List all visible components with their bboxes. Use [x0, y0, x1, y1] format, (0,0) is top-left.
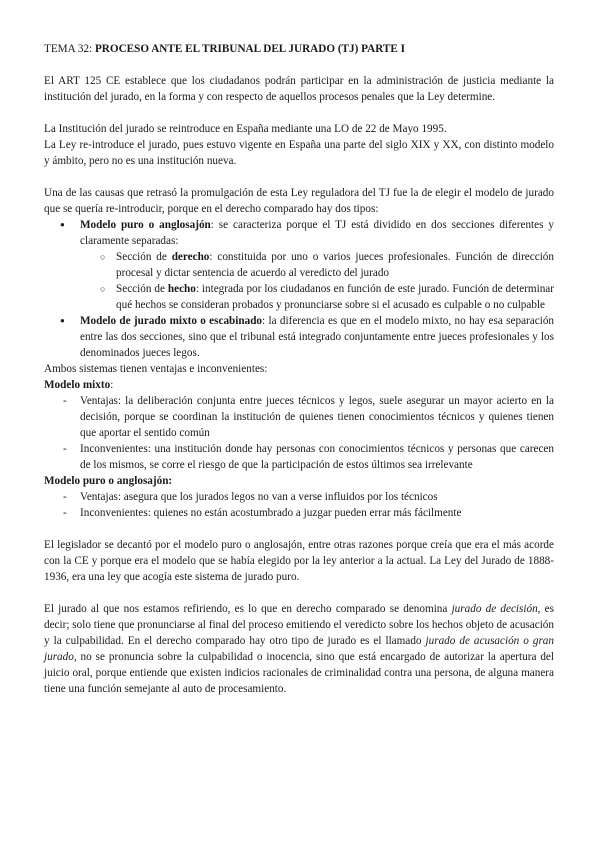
seccion-hecho-text: : integrada por los ciudadanos en función de este jurado. Función de determinar qué hechos se consideran probados y pronunciarse sobre si el acusado es culpable o no culpable [116, 283, 554, 311]
list-item-modelo-mixto [44, 313, 554, 361]
paragraph-jurado-decision [44, 601, 554, 697]
title-main: PROCESO ANTE EL TRIBUNAL DEL JURADO (TJ) PARTE I [94, 43, 405, 55]
jurado-text-a: El jurado al que nos estamos refiriendo, es lo que en derecho comparado se denomina [44, 603, 452, 615]
term-derecho: derecho [171, 251, 210, 263]
seccion-derecho-text: : constituida por uno o varios jueces profesionales. Función de dirección procesal y dictar sentencia de acuerdo al veredicto del jurado [116, 251, 554, 279]
mixto-list [44, 393, 554, 473]
paragraph-legislador: El legislador se decantó por el modelo puro o anglosajón, entre otras razones porque creía que era el más acorde con la CE y porque era el modelo que se había elegido por la ley anterior a la actual. La Ley del Jurado de 1888-1936, era una ley que acogía este sistema de jurado puro. [44, 539, 554, 583]
modelo-mixto-text: : la diferencia es que en el modelo mixto, no hay esa separación entre las dos secciones, sino que el tribunal está integrado conjuntamente entre jueces profesionales y los denominados jueces legos. [80, 315, 555, 359]
title-prefix: TEMA 32: [44, 43, 95, 55]
sections-list [44, 249, 554, 313]
heading-colon: : [110, 379, 114, 391]
puro-list [44, 489, 554, 521]
list-item-seccion-derecho [44, 249, 554, 281]
list-item-mixto-inconvenientes: - Inconvenientes: una institución donde hay personas con conocimientos técnicos y personas que carecen de los mismos, se corre el riesgo de que la participación de estos últimos sea irrelevante [44, 441, 554, 473]
heading-modelo-puro: Modelo puro o anglosajón: [44, 475, 173, 487]
heading-modelo-mixto-text: Modelo mixto [44, 379, 111, 391]
jurado-text-b: , es decir; solo tiene que pronunciarse al final del proceso emitiendo el veredicto sobre los hechos objeto de acusación y la culpabilidad. En el derecho comparado hay otro tipo de jurado es el llamado [44, 603, 554, 647]
list-item-modelo-puro [44, 217, 554, 313]
term-jurado-de-acusacion: jurado de acusación o gran jurado [44, 635, 554, 663]
paragraph-reintroduce: La Ley re-introduce el jurado, pues estuvo vigente en España una parte del siglo XIX y XX, con distinto modelo y ámbito, pero no es una institución nueva. [44, 139, 554, 167]
seccion-derecho-pre: Sección de [116, 251, 172, 263]
term-hecho: hecho [167, 283, 196, 295]
list-item-seccion-hecho [44, 281, 554, 313]
paragraph-lo-1995: La Institución del jurado se reintroduce en España mediante una LO de 22 de Mayo 1995. [44, 123, 447, 135]
seccion-hecho-pre: Sección de [116, 283, 168, 295]
list-item-puro-inconvenientes: - Inconvenientes: quienes no están acostumbrado a juzgar pueden errar más fácilmente [44, 505, 554, 521]
heading-modelo-mixto [44, 377, 554, 393]
document-body [44, 41, 554, 697]
term-modelo-puro: Modelo puro o anglosajón [80, 219, 211, 231]
page-title [44, 41, 554, 57]
term-jurado-de-decision: jurado de decisión [451, 603, 538, 615]
jurado-text-c: , no se pronuncia sobre la culpabilidad o inocencia, sino que está encargado de autorizar la apertura del juicio oral, porque entiende que existen indicios racionales de criminalidad contra una persona, de alguna manera tiene una función semejante al auto de procesamiento. [44, 651, 554, 695]
term-modelo-mixto: Modelo de jurado mixto o escabinado [80, 315, 263, 327]
paragraph-art125: El ART 125 CE establece que los ciudadanos podrán participar en la administración de justicia mediante la institución del jurado, en la forma y con respecto de aquellos procesos penales que la Ley determine. [44, 75, 554, 103]
modelo-puro-text: : se caracteriza porque el TJ está dividido en dos secciones diferentes y claramente separadas: [80, 219, 554, 247]
paragraph-causes: Una de las causas que retrasó la promulgación de esta Ley reguladora del TJ fue la de elegir el modelo de jurado que se quería re-introducir, porque en el derecho comparado hay dos tipos: [44, 187, 554, 215]
paragraph-ambos: Ambos sistemas tienen ventajas e inconvenientes: [44, 363, 268, 375]
list-item-puro-ventajas: - Ventajas: asegura que los jurados legos no van a verse influidos por los técnicos [44, 489, 554, 505]
model-list [44, 217, 554, 361]
list-item-mixto-ventajas: - Ventajas: la deliberación conjunta entre jueces técnicos y legos, suele asegurar un mayor acierto en la decisión, porque se coordinan la institución de quienes tienen conocimientos técnicos y quienes tienen que aportar el sentido común [44, 393, 554, 441]
